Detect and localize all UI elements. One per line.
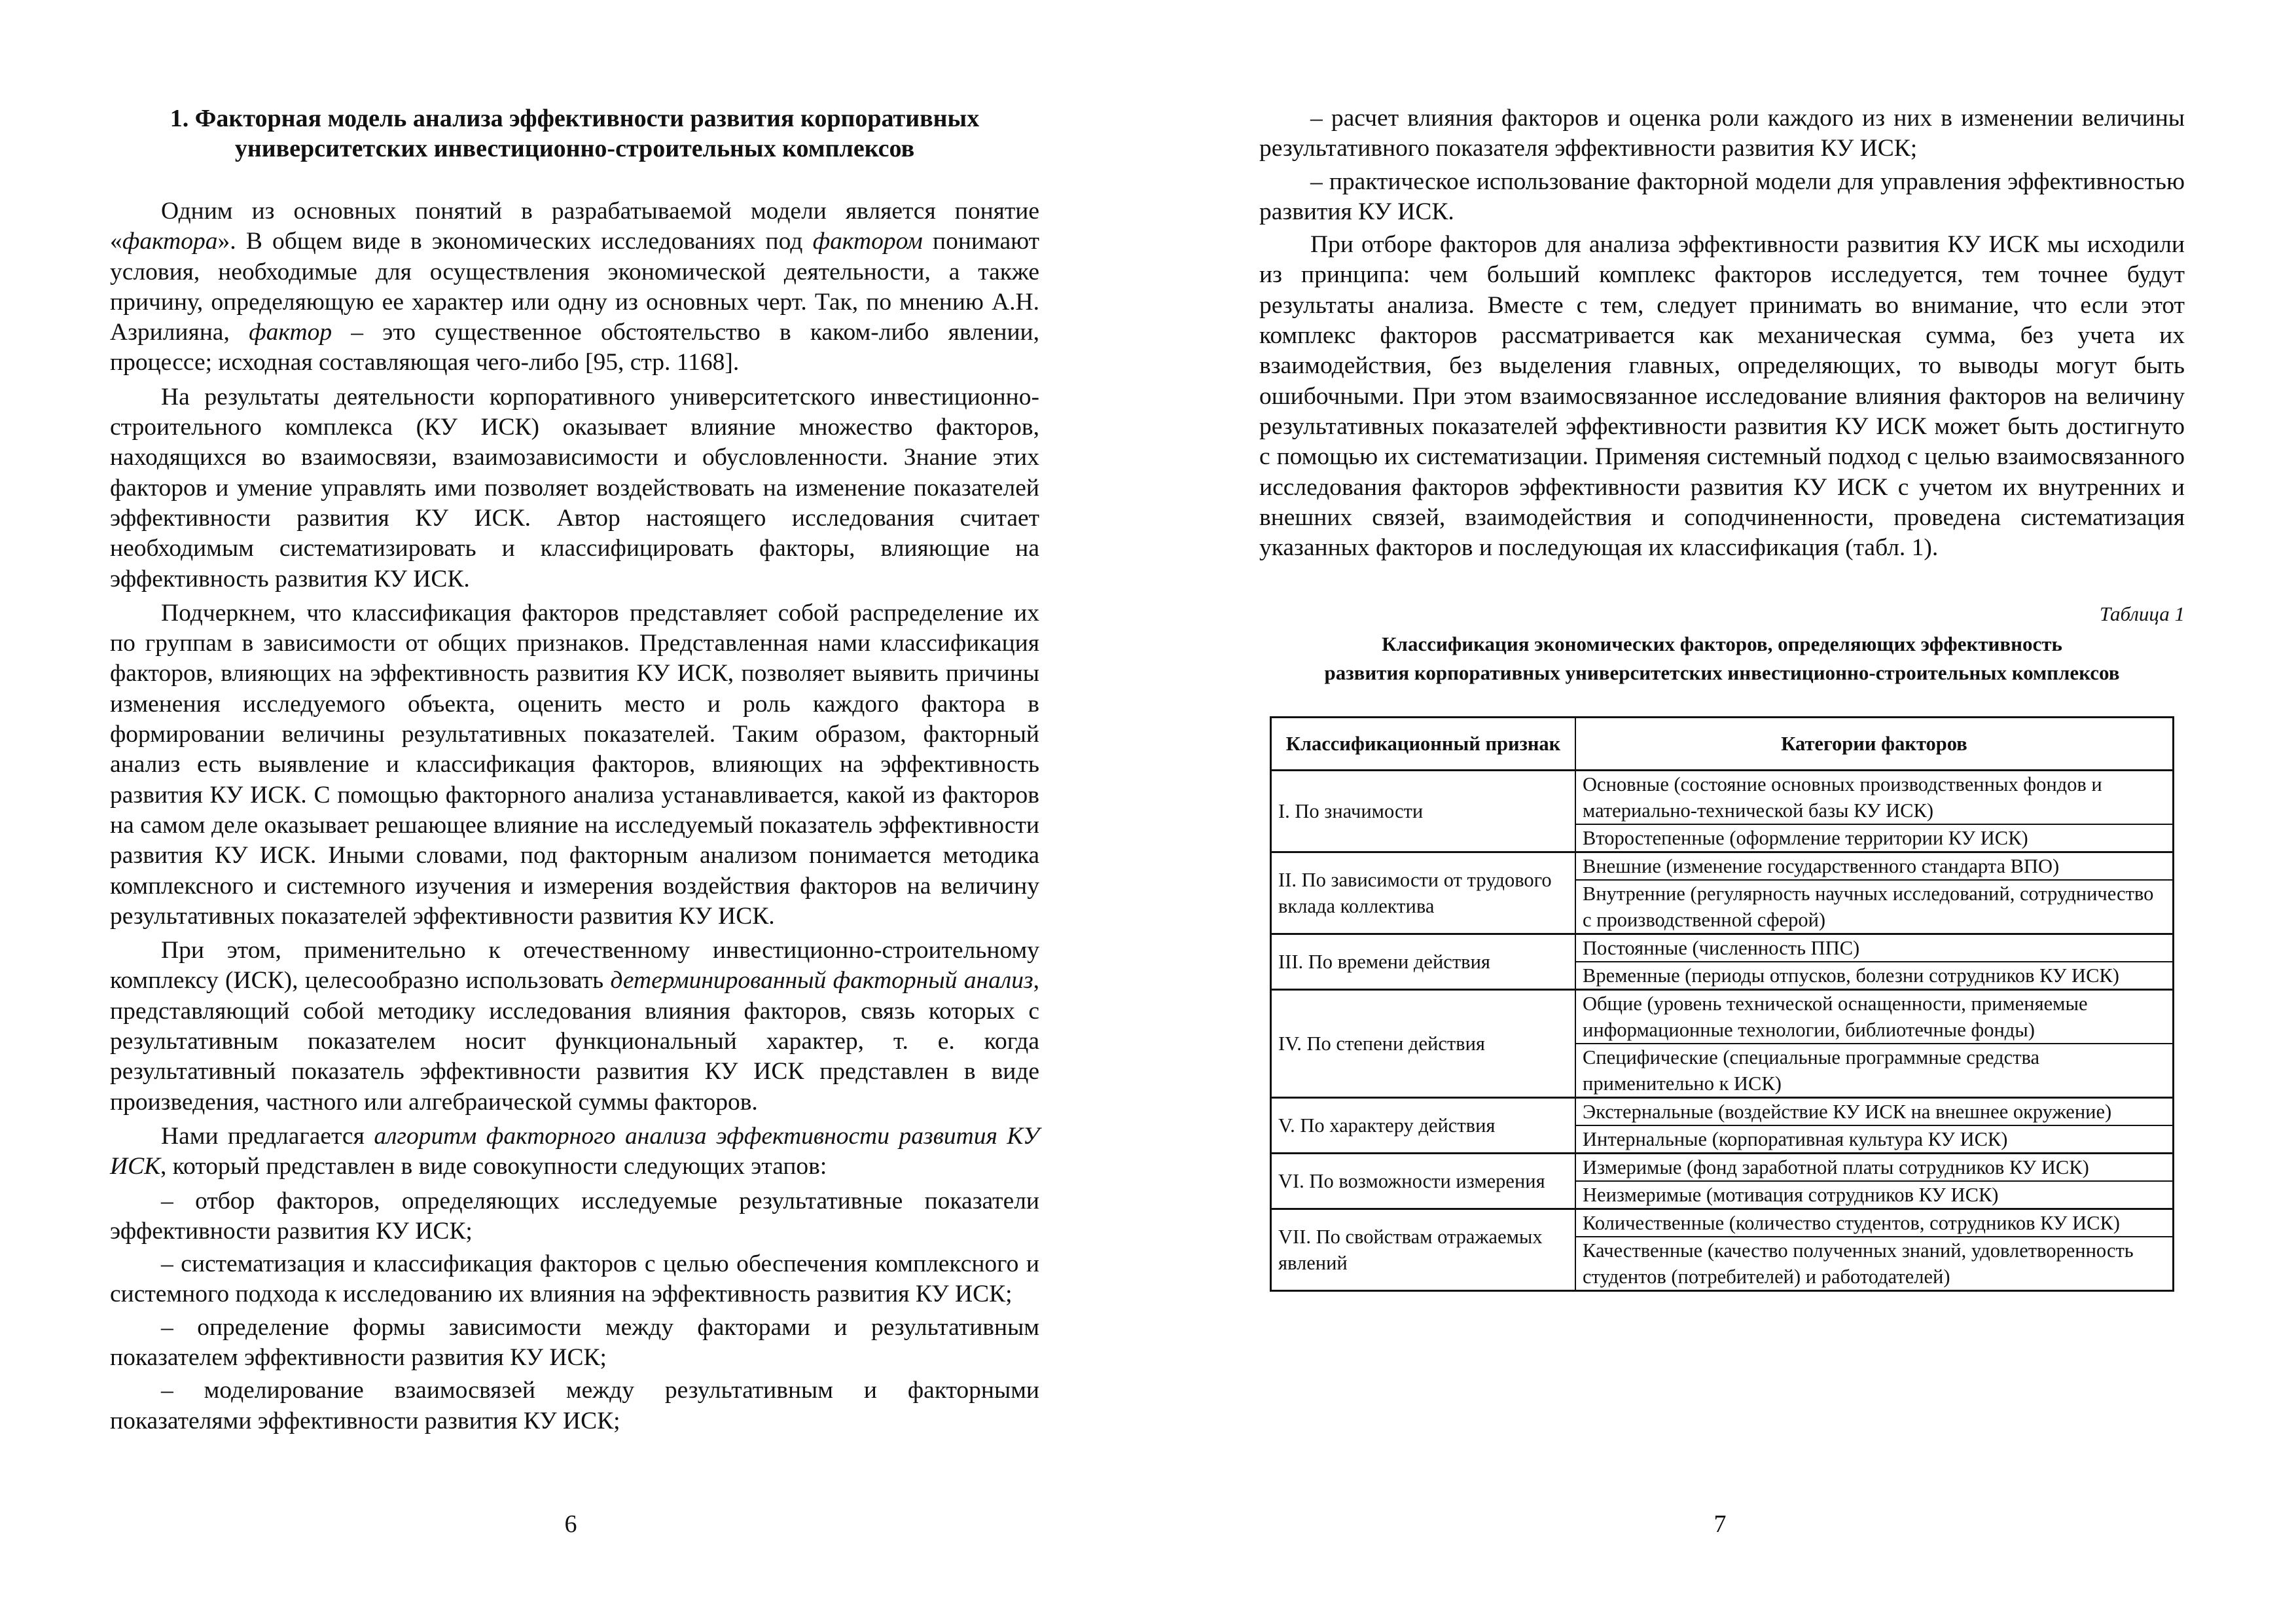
table-title [1259,630,2185,687]
right-page-body [1259,103,2185,563]
category-cell: Специфические (специальные программные средства применительно к ИСК) [1575,1044,2174,1098]
table-label: Таблица 1 [2099,602,2185,626]
emphasized-text: алгоритм факторного анализа эффективности развития КУ ИСК [110,1122,1040,1180]
criterion-cell: VII. По свойствам отражаемых явлений [1271,1209,1576,1291]
page-number-left: 6 [564,1510,577,1538]
category-cell: Качественные (качество полученных знаний, удовлетворенность студентов (потребителей) и работодателей) [1575,1237,2174,1291]
section-heading-line: университетских инвестиционно-строительных комплексов [234,135,915,162]
table-row [1271,771,2174,825]
list-item [110,1249,1039,1310]
text-run: ». В общем виде в экономических исследованиях под [217,228,813,255]
criterion-cell: III. По времени действия [1271,934,1576,990]
text-run: На результаты деятельности корпоративного университетского инвестиционно-строительного комплекса (КУ ИСК) оказывает влияние множество факторов, находящихся во взаимосвязи, взаимозависимости и обусловленности. Знание этих факторов и умение управлять ими позволяет воздействовать на изменение показателей эффективности развития КУ ИСК. Автор настоящего исследования считает необходимым систематизировать и классифицировать факторы, влияющие на эффективность развития КУ ИСК. [110,383,1039,593]
category-cell: Основные (состояние основных производственных фондов и материально-технической базы КУ ИСК) [1575,771,2174,825]
table-row [1271,934,2174,962]
paragraph [110,936,1039,1118]
criterion-cell: I. По значимости [1271,771,1576,852]
criterion-cell: II. По зависимости от трудового вклада коллектива [1271,852,1576,934]
table-body [1271,771,2174,1291]
text-run: , который представлен в виде совокупности следующих этапов: [160,1153,827,1180]
emphasized-text: детерминированный факторный анализ [610,967,1033,994]
criterion-cell: IV. По степени действия [1271,990,1576,1098]
column-header-categories: Категории факторов [1575,718,2174,771]
category-cell: Внешние (изменение государственного стандарта ВПО) [1575,852,2174,881]
left-page [110,103,1039,1439]
category-cell: Измеримые (фонд заработной платы сотрудников КУ ИСК) [1575,1154,2174,1182]
paragraph [110,1122,1039,1182]
table-header-row [1271,718,2174,771]
table-row [1271,990,2174,1044]
category-cell: Постоянные (численность ППС) [1575,934,2174,962]
emphasized-text: фактора [122,228,218,255]
category-cell: Неизмеримые (мотивация сотрудников КУ ИСК) [1575,1181,2174,1209]
text-run: – моделирование взаимосвязей между результативным и факторными показателями эффективности развития КУ ИСК; [110,1377,1039,1434]
paragraph [1259,230,2185,563]
table-title-line: развития корпоративных университетских инвестиционно-строительных комплексов [1324,661,2120,685]
text-run: – систематизация и классификация факторов с целью обеспечения комплексного и системного подхода к исследованию их влияния на эффективность развития КУ ИСК; [110,1250,1039,1308]
category-cell: Временные (периоды отпусков, болезни сотрудников КУ ИСК) [1575,962,2174,990]
category-cell: Количественные (количество студентов, сотрудников КУ ИСК) [1575,1209,2174,1237]
text-run: , представляющий собой методику исследования влияния факторов, связь которых с результативным показателем носит функциональный характер, т. е. когда результативный показатель эффективности развития КУ ИСК представлен в виде произведения, частного или алгебраической суммы факторов. [110,967,1039,1116]
list-item [1259,103,2185,164]
text-run: Подчеркнем, что классификация факторов представляет собой распределение их по группам в зависимости от общих признаков. Представленная нами классификация факторов, влияющих на эффективность развития КУ ИСК, позволяет выявить причины изменения исследуемого объекта, оценить место и роль каждого фактора в формировании величины результативных показателей. Таким образом, факторный анализ есть выявление и классификация факторов, влияющих на эффективность развития КУ ИСК. С помощью факторного анализа устанавливается, какой из факторов на самом деле оказывает решающее влияние на исследуемый показатель эффективности развития КУ ИСК. Иными словами, под факторным анализом понимается методика комплексного и системного изучения и измерения воздействия факторов на величину результативных показателей эффективности развития КУ ИСК. [110,599,1039,930]
category-cell: Общие (уровень технической оснащенности, применяемые информационные технологии, библиотечные фонды) [1575,990,2174,1044]
text-run: При отборе факторов для анализа эффективности развития КУ ИСК мы исходили из принципа: чем больший комплекс факторов исследуется, тем точнее будут результаты анализа. Вместе с тем, следует принимать во внимание, что если этот комплекс факторов рассматривается как механическая сумма, без учета их взаимодействия, без выделения главных, определяющих, то выводы могут быть ошибочными. При этом взаимосвязанное исследование влияния факторов на величину результативных показателей эффективности развития КУ ИСК может быть достигнуто с помощью их систематизации. Применяя системный подход с целью взаимосвязанного исследования факторов эффективности развития КУ ИСК с учетом их внутренних и внешних связей, взаимодействия и соподчиненности, проведена систематизация указанных факторов и последующая их классификация (табл. 1). [1259,231,2185,562]
category-cell: Интернальные (корпоративная культура КУ ИСК) [1575,1125,2174,1154]
category-cell: Внутренние (регулярность научных исследований, сотрудничество с производственной сферой) [1575,880,2174,934]
text-run: Нами предлагается [161,1122,374,1150]
text-run: Одним из основных понятий в разрабатываемой модели является понятие « [110,198,1039,255]
category-cell: Второстепенные (оформление территории КУ ИСК) [1575,824,2174,852]
table-title-line: Классификация экономических факторов, определяющих эффективность [1382,632,2062,656]
emphasized-text: фактором [812,228,923,255]
text-run: – отбор факторов, определяющих исследуемые результативные показатели эффективности развития КУ ИСК; [110,1187,1039,1245]
text-run: При этом, применительно к отечественному инвестиционно-строительному комплексу (ИСК), целесообразно использовать [110,937,1039,994]
table-row [1271,1098,2174,1126]
text-run: – определение формы зависимости между факторами и результативным показателем эффективности развития КУ ИСК; [110,1313,1039,1371]
list-item [110,1376,1039,1436]
table-row [1271,852,2174,881]
criterion-cell: V. По характеру действия [1271,1098,1576,1154]
emphasized-text: фактор [249,319,332,346]
list-item [110,1186,1039,1247]
column-header-criterion: Классификационный признак [1271,718,1576,771]
paragraph [110,598,1039,932]
table-row [1271,1154,2174,1182]
left-page-body [110,196,1039,1436]
text-run: – практическое использование факторной модели для управления эффективностью развития КУ ИСК. [1259,168,2185,225]
page-number-right: 7 [1713,1510,1727,1538]
text-run: понимают условия, необходимые для осуществления экономической деятельности, а также причину, определяющую ее характер или одну из основных черт. Так, по мнению А.Н. Азрилияна, [110,228,1040,346]
text-run: – расчет влияния факторов и оценка роли каждого из них в изменении величины результативного показателя эффективности развития КУ ИСК; [1259,105,2185,162]
paragraph [110,196,1039,378]
table-row [1271,1209,2174,1237]
criterion-cell: VI. По возможности измерения [1271,1154,1576,1209]
right-page [1259,103,2185,1292]
list-item [1259,167,2185,228]
text-run: – это существенное обстоятельство в каком-либо явлении, процессе; исходная составляющая чего-либо [95, стр. 1168]. [110,319,1039,376]
factor-classification-table [1270,716,2174,1292]
section-heading-line: 1. Факторная модель анализа эффективности развития корпоративных [170,105,980,132]
list-item [110,1313,1039,1374]
section-heading [110,103,1039,164]
category-cell: Экстернальные (воздействие КУ ИСК на внешнее окружение) [1575,1098,2174,1126]
paragraph [110,382,1039,594]
